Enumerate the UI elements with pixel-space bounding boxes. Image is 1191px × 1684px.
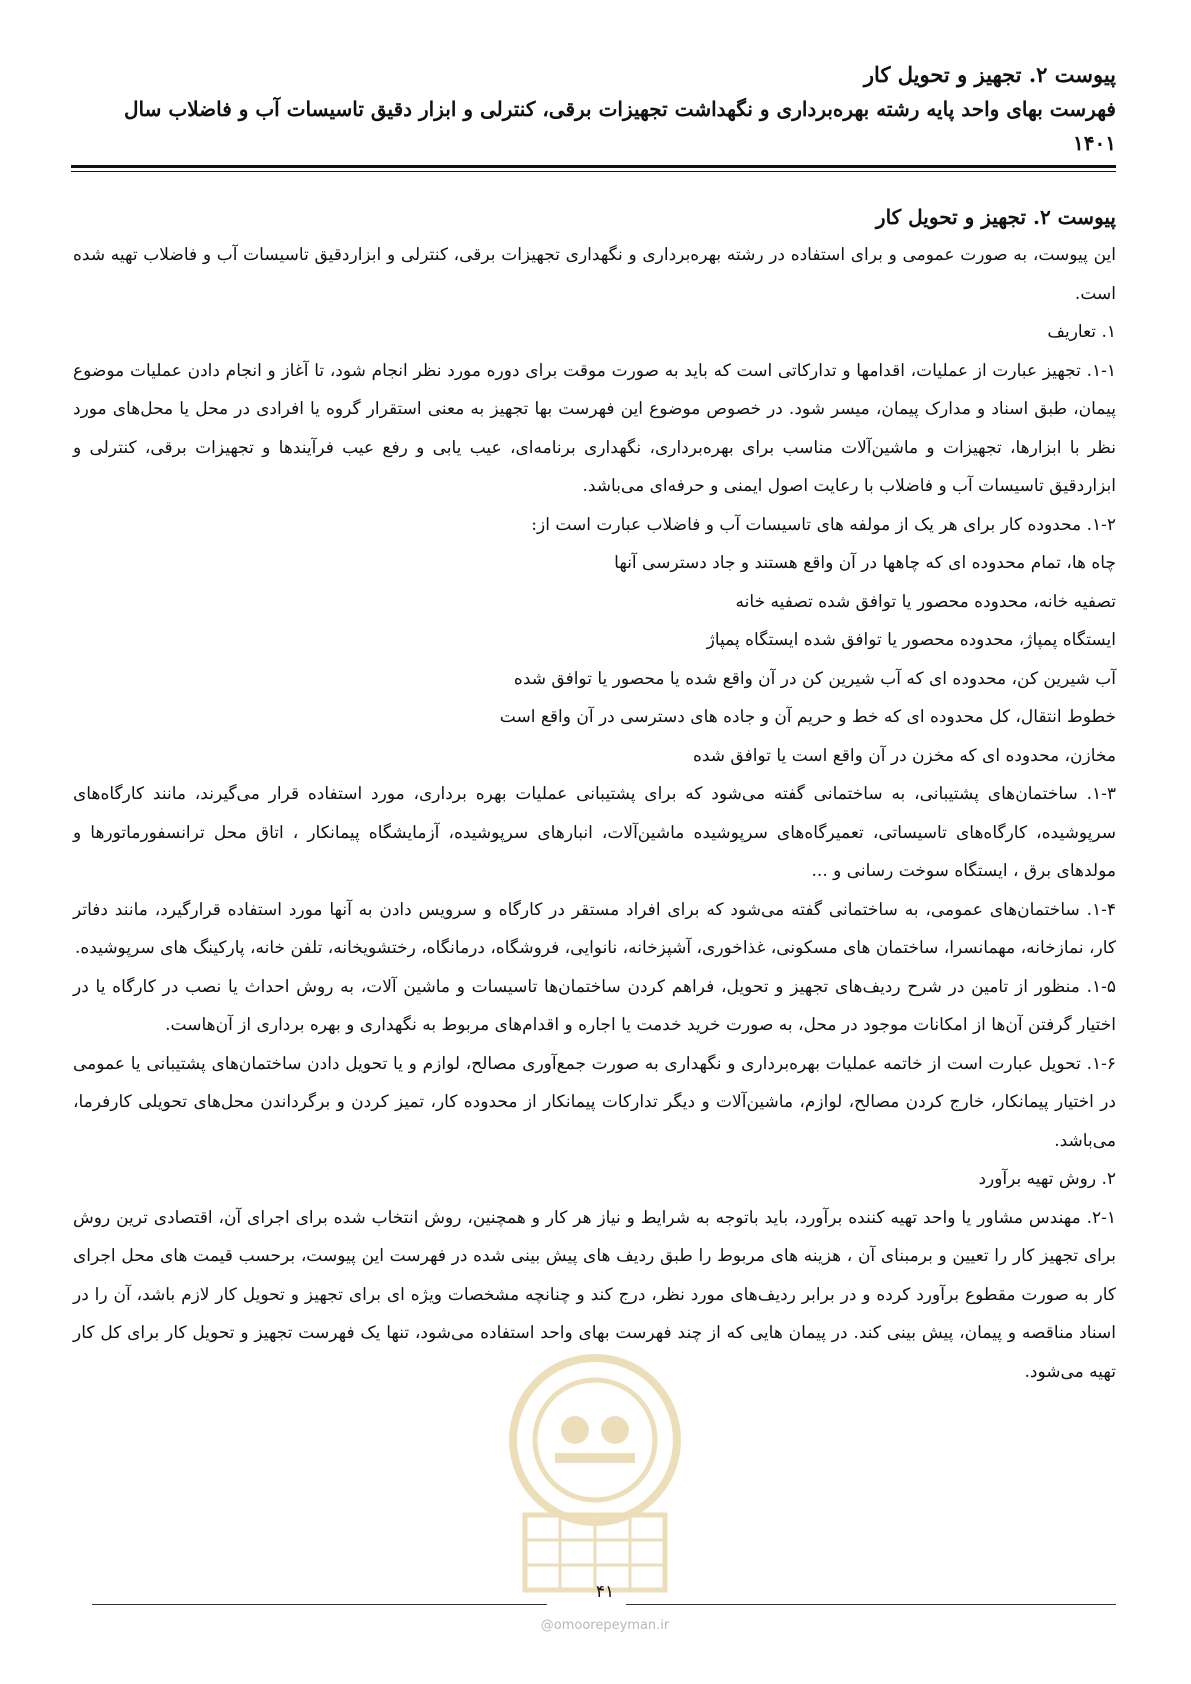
paragraph: ۱-۶. تحویل عبارت است از خاتمه عملیات بهره‌برداری و نگهداری به صورت جمع‌آوری مصالح، لوازم و یا تحویل دادن ساختمان‌های پشتیبانی یا عمومی در اختیار پیمانکار، خارج کردن مصالح، لوازم، ماشین‌آلات و دیگر تدارکات پیمانکار از محدوده کار، تمیز کردن و برگرداندن محل‌های تحویلی کارفرما، می‌باشد. bbox=[73, 1053, 1116, 1151]
paragraph: ۱-۴. ساختمان‌های عمومی، به ساختمانی گفته می‌شود که برای افراد مستقر در کارگاه و سرویس دادن به آنها مورد استفاده قرارگیرد، مانند دفاتر کار، نمازخانه، مهمانسرا، ساختمان های مسکونی، غذاخوری، آشپزخانه، نانوایی، فروشگاه، درمانگاه، رختشویخانه، تلفن خانه، پارکینگ های سرپوشیده. bbox=[73, 899, 1116, 958]
paragraph: ۱-۵. منظور از تامین در شرح ردیف‌های تجهیز و تحویل، فراهم کردن ساختمان‌ها تاسیسات و ماشین آلات، به روش احداث یا نصب در کارگاه یا در اختیار گرفتن آن‌ها از امکانات موجود در محل، به صورت خرید خدمت یا اجاره و اقدام‌های مربوط به نگهداری و بهره برداری از آن‌هاست. bbox=[73, 976, 1116, 1035]
paragraph: مخازن، محدوده ای که مخزن در آن واقع است یا توافق شده bbox=[692, 745, 1116, 766]
paragraph: ۱-۱. تجهیز عبارت از عملیات، اقدامها و تدارکاتی است که باید به صورت موقت برای دوره مورد نظر انجام شود، تا آغاز و انجام دادن عملیات موضوع پیمان، طبق اسناد و مدارک پیمان، میسر شود. در خصوص موضوع این فهرست بها تجهیز به معنی استقرار گروه یا افرادی در محل یا محل‌های مورد نظر با ابزارها، تجهیزات و ماشین‌آلات مناسب برای بهره‌برداری، نگهداری برنامه‌ای، عیب یابی و رفع عیب فرآیندها و تجهیزات برقی، کنترلی و ابزاردقیق تاسیسات آب و فاضلاب با رعایت اصول ایمنی و حرفه‌ای می‌باشد. bbox=[73, 360, 1116, 496]
watermark-logo bbox=[500, 1345, 690, 1605]
header-subtitle-line1: فهرست بهای واحد پایه رشته بهره‌برداری و نگهداشت تجهیزات برقی، کنترلی و ابزار دقیق تاسیسات آب و فاضلاب سال bbox=[124, 97, 1116, 121]
header-title: پیوست ۲. تجهیز و تحویل کار bbox=[863, 62, 1116, 87]
footer-rule-right bbox=[626, 1604, 1116, 1605]
paragraph: چاه ها، تمام محدوده ای که چاهها در آن واقع هستند و جاد دسترسی آنها bbox=[614, 553, 1116, 573]
header-divider-thin bbox=[71, 171, 1116, 172]
paragraph: خطوط انتقال، کل محدوده ای که خط و حریم آن و جاده های دسترسی در آن واقع است bbox=[499, 707, 1116, 727]
paragraph: ۱. تعاریف bbox=[1047, 322, 1116, 342]
page-number: ۴۱ bbox=[595, 1582, 615, 1602]
website-watermark: @omoorepeyman.ir bbox=[540, 1618, 670, 1633]
document-body bbox=[73, 200, 1116, 1391]
section-title: پیوست ۲. تجهیز و تحویل کار bbox=[875, 205, 1116, 229]
paragraph: ۲-۱. مهندس مشاور یا واحد تهیه کننده برآورد، باید باتوجه به شرایط و نیاز هر کار و همچنین، روش انتخاب شده برای اجرای آن، اقتصادی ترین روش برای تجهیز کار را تعیین و برمبنای آن ، هزینه های مربوط را طبق ردیف های پیش بینی شده در فهرست این پیوست، برحسب قیمت های محل اجرای کار به صورت مقطوع برآورد کرده و در برابر ردیف‌های مورد نظر، درج کند و چنانچه مشخصات ویژه ای برای تجهیز و تحویل کار لازم باشد، آن را در اسناد مناقصه و پیمان، پیش بینی کند. در پیمان هایی که از چند فهرست بهای واحد استفاده می‌شود، تنها یک فهرست تجهیز و تحویل کار برای کل کار تهیه می‌شود. bbox=[73, 1207, 1116, 1382]
paragraph: این پیوست، به صورت عمومی و برای استفاده در رشته بهره‌برداری و نگهداری تجهیزات برقی، کنترلی و ابزاردقیق تاسیسات آب و فاضلاب تهیه شده است. bbox=[73, 245, 1116, 304]
paragraph: ۱-۲. محدوده کار برای هر یک از مولفه های تاسیسات آب و فاضلاب عبارت است از: bbox=[531, 514, 1116, 535]
paragraph: ۲. روش تهیه برآورد bbox=[978, 1169, 1116, 1189]
header-subtitle-line2: ۱۴۰۱ bbox=[1073, 131, 1116, 155]
paragraph: تصفیه خانه، محدوده محصور یا توافق شده تصفیه خانه bbox=[735, 591, 1116, 612]
paragraph: ۱-۳. ساختمان‌های پشتیبانی، به ساختمانی گفته می‌شود که برای پشتیبانی عملیات بهره برداری، مورد استفاده قرار می‌گیرند، مانند کارگاه‌های سرپوشیده، کارگاه‌های تاسیساتی، تعمیرگاه‌های سرپوشیده ماشین‌آلات، انبارهای سرپوشیده، آزمایشگاه پیمانکار ، اتاق محل ترانسفورماتورها و مولدهای برق ، ایستگاه سوخت رسانی و ... bbox=[73, 784, 1116, 881]
paragraph: ایستگاه پمپاژ، محدوده محصور یا توافق شده ایستگاه پمپاژ bbox=[706, 630, 1116, 650]
paragraph: آب شیرین کن، محدوده ای که آب شیرین کن در آن واقع شده یا محصور یا توافق شده bbox=[513, 668, 1116, 689]
header-divider-thick bbox=[71, 165, 1116, 168]
footer-rule-left bbox=[92, 1604, 547, 1605]
page-header bbox=[76, 58, 1116, 160]
